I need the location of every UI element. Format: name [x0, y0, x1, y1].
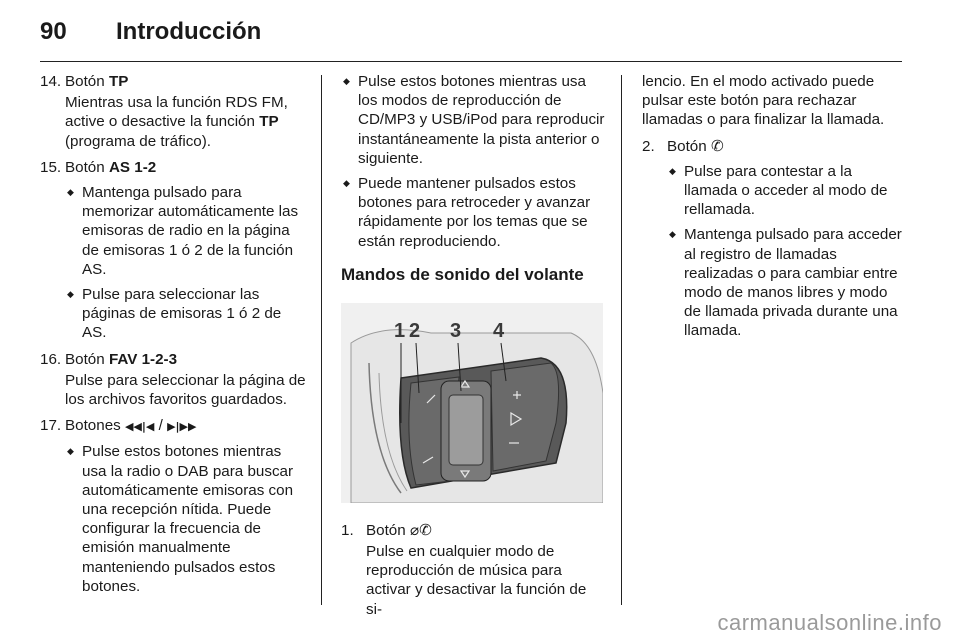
item-number: 14.: [40, 73, 62, 90]
watermark: carmanualsonline.info: [717, 610, 942, 635]
separator: /: [158, 417, 163, 435]
page-title: Introducción: [116, 18, 262, 45]
item-prefix: Botón: [65, 158, 105, 176]
list-item-14: [40, 72, 308, 151]
figure-label-4: 4: [493, 319, 505, 342]
header-rule: [40, 61, 902, 62]
seek-back-icon: ◀◀|◀: [124, 420, 155, 434]
figure-label-2: 2: [409, 319, 421, 342]
continued-text: lencio. En el modo activado puede pulsar este botón para rechazar llamadas o para finalizar la llamada.: [642, 73, 885, 129]
item-description: Pulse para seleccionar la página de los archivos favoritos guardados.: [65, 371, 306, 409]
item-prefix: Botón: [65, 73, 105, 90]
item-number: 17.: [40, 417, 62, 435]
bullet-item: ◆ Pulse estos botones mientras usa la radio o DAB para buscar automáticamente emisoras con una recepción nítida. Puede configurar la frecuencia de emisión manualmente manteniendo pulsados estos botones.: [65, 442, 308, 596]
item-number: 15.: [40, 158, 62, 176]
figure-label-3: 3: [450, 319, 462, 342]
column-3: [642, 72, 904, 348]
column-divider-2: [621, 75, 622, 605]
button-name: TP: [108, 73, 129, 90]
steering-wheel-controls-figure: [341, 303, 603, 503]
button-name: AS 1-2: [108, 158, 157, 176]
list-item-2: [642, 137, 904, 341]
column-2: [341, 72, 606, 626]
desc-bold: TP: [259, 113, 279, 131]
bullet-item: ◆ Pulse estos botones mientras usa los modos de reproducción de CD/MP3 y USB/iPod para reproducir instantáneamente la pista anterior o siguiente.: [341, 72, 606, 168]
bullet-item: ◆ Puede mantener pulsados estos botones para retroceder y avanzar rápidamente por los temas que se están reproduciendo.: [341, 174, 606, 251]
column-divider-1: [321, 75, 322, 605]
bullet-item: ◆ Mantenga pulsado para memorizar automáticamente las emisoras de radio en la página de emisoras 1 ó 2 de la función AS.: [65, 183, 308, 279]
item-description: [65, 93, 308, 151]
item-prefix: Botón: [667, 137, 707, 155]
list-item-15: [40, 158, 308, 343]
list-item-1: [341, 521, 606, 619]
item-description: Pulse en cualquier modo de reproducción de música para activar y desactivar la función de si-: [366, 543, 587, 618]
item-prefix: Botón: [366, 521, 406, 539]
button-name: FAV 1-2-3: [108, 350, 178, 368]
item-prefix: Botones: [65, 417, 121, 435]
bullet-item: ◆ Pulse para contestar a la llamada o acceder al modo de rellamada.: [667, 162, 904, 220]
bullet-item: ◆ Pulse para seleccionar las páginas de emisoras 1 ó 2 de AS.: [65, 285, 308, 343]
mute-phone-icon: ⌀✆: [409, 520, 432, 539]
column-1: [40, 72, 308, 603]
item-number: 2.: [642, 137, 655, 155]
item-number: 1.: [341, 521, 354, 539]
page-number: 90: [40, 18, 67, 45]
desc-text: (programa de tráfico).: [65, 132, 212, 150]
item-number: 16.: [40, 350, 62, 368]
seek-forward-icon: ▶|▶▶: [167, 420, 197, 434]
steering-wheel-illustration: [341, 303, 603, 503]
list-item-17: [40, 416, 308, 596]
item-prefix: Botón: [65, 350, 105, 368]
bullet-item: ◆ Mantenga pulsado para acceder al registro de llamadas realizadas o para cambiar entre modo de manos libres y modo de llamada privada durante una llamada.: [667, 225, 904, 340]
section-heading: Mandos de sonido del volante: [341, 264, 584, 284]
phone-icon: ✆: [710, 136, 724, 155]
figure-label-1: 1: [394, 319, 406, 342]
list-item-16: [40, 350, 308, 410]
desc-text: Mientras usa la función RDS FM, active o desactive la función: [65, 94, 288, 131]
